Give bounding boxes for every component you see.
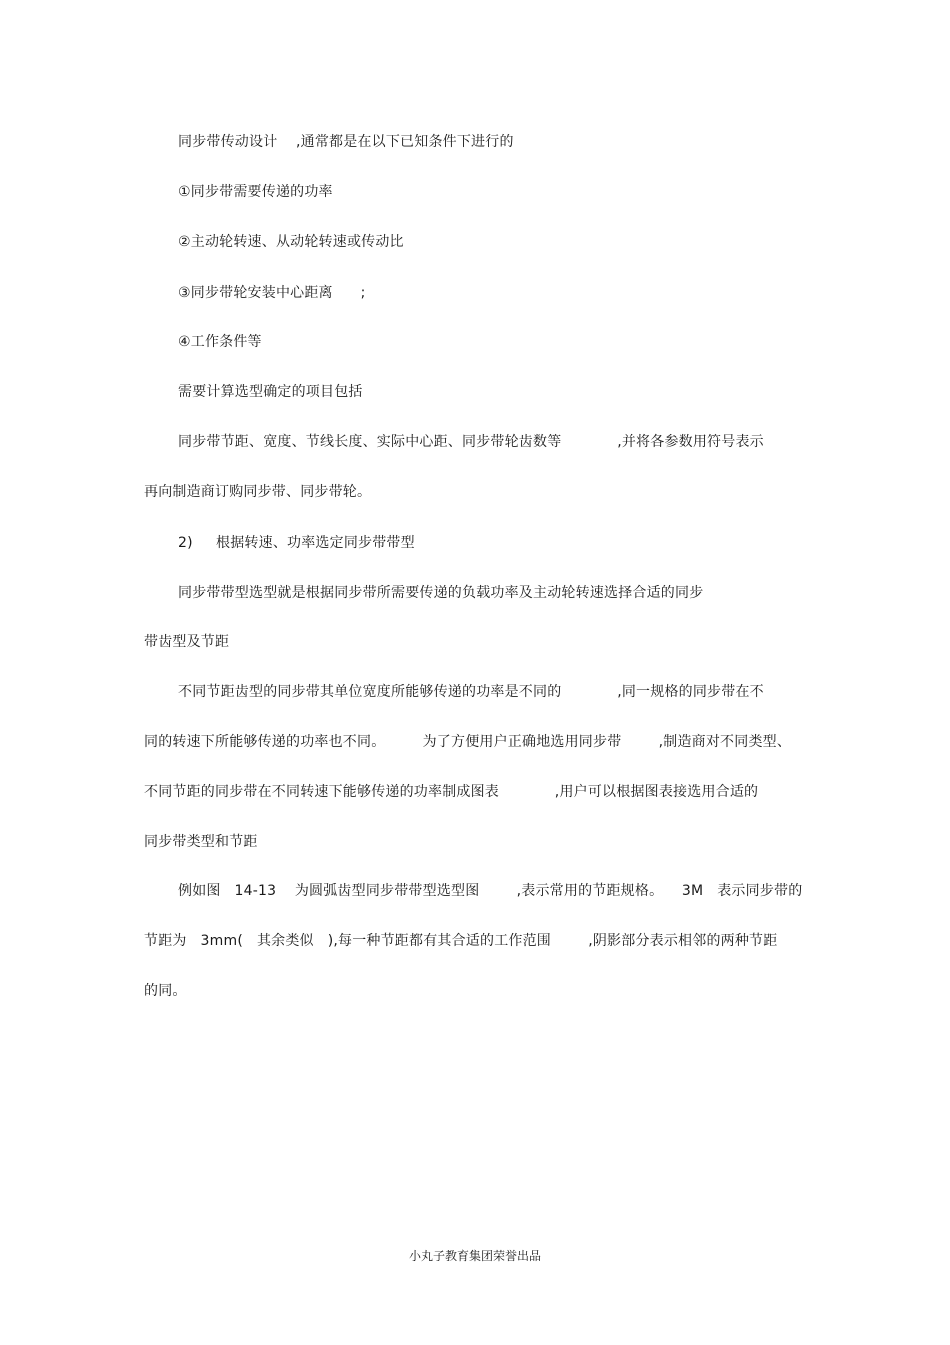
paragraph-power-line-2: 同的转速下所能够传递的功率也不同。 为了方便用户正确地选用同步带 ,制造商对不同类型、 — [144, 734, 792, 750]
paragraph-intro: 同步带传动设计 ,通常都是在以下已知条件下进行的 — [178, 134, 514, 150]
paragraph-example-line-2: 节距为 3mm( 其余类似 ),每一种节距都有其合适的工作范围 ,阴影部分表示相邻的两种节距 — [144, 933, 778, 949]
list-item-center-distance: ③同步带轮安装中心距离 ; — [178, 285, 366, 301]
paragraph-selection-line-2: 带齿型及节距 — [144, 634, 230, 650]
paragraph-example-line-1: 例如图 14-13 为圆弧齿型同步带带型选型图 ,表示常用的节距规格。 3M 表示同步带的 — [178, 883, 803, 899]
paragraph-power-line-4: 同步带类型和节距 — [144, 834, 258, 850]
paragraph-power-line-1: 不同节距齿型的同步带其单位宽度所能够传递的功率是不同的 ,同一规格的同步带在不 — [178, 684, 764, 700]
page-footer: 小丸子教育集团荣誉出品 — [408, 1249, 541, 1263]
paragraph-example-line-3: 的同。 — [144, 983, 187, 999]
paragraph-power-line-3: 不同节距的同步带在不同转速下能够传递的功率制成图表 ,用户可以根据图表接选用合适的 — [144, 784, 759, 800]
list-item-power: ①同步带需要传递的功率 — [178, 184, 333, 200]
paragraph-items-line-1: 同步带节距、宽度、节线长度、实际中心距、同步带轮齿数等 ,并将各参数用符号表示 — [178, 434, 764, 450]
paragraph-selection-line-1: 同步带带型选型就是根据同步带所需要传递的负载功率及主动轮转速选择合适的同步 — [178, 585, 704, 601]
section-heading-2: 2) 根据转速、功率选定同步带带型 — [178, 535, 415, 551]
list-item-conditions: ④工作条件等 — [178, 334, 262, 350]
paragraph-items-line-2: 再向制造商订购同步带、同步带轮。 — [144, 484, 372, 500]
list-item-speed: ②主动轮转速、从动轮转速或传动比 — [178, 234, 404, 250]
paragraph-items-heading: 需要计算选型确定的项目包括 — [178, 384, 363, 400]
